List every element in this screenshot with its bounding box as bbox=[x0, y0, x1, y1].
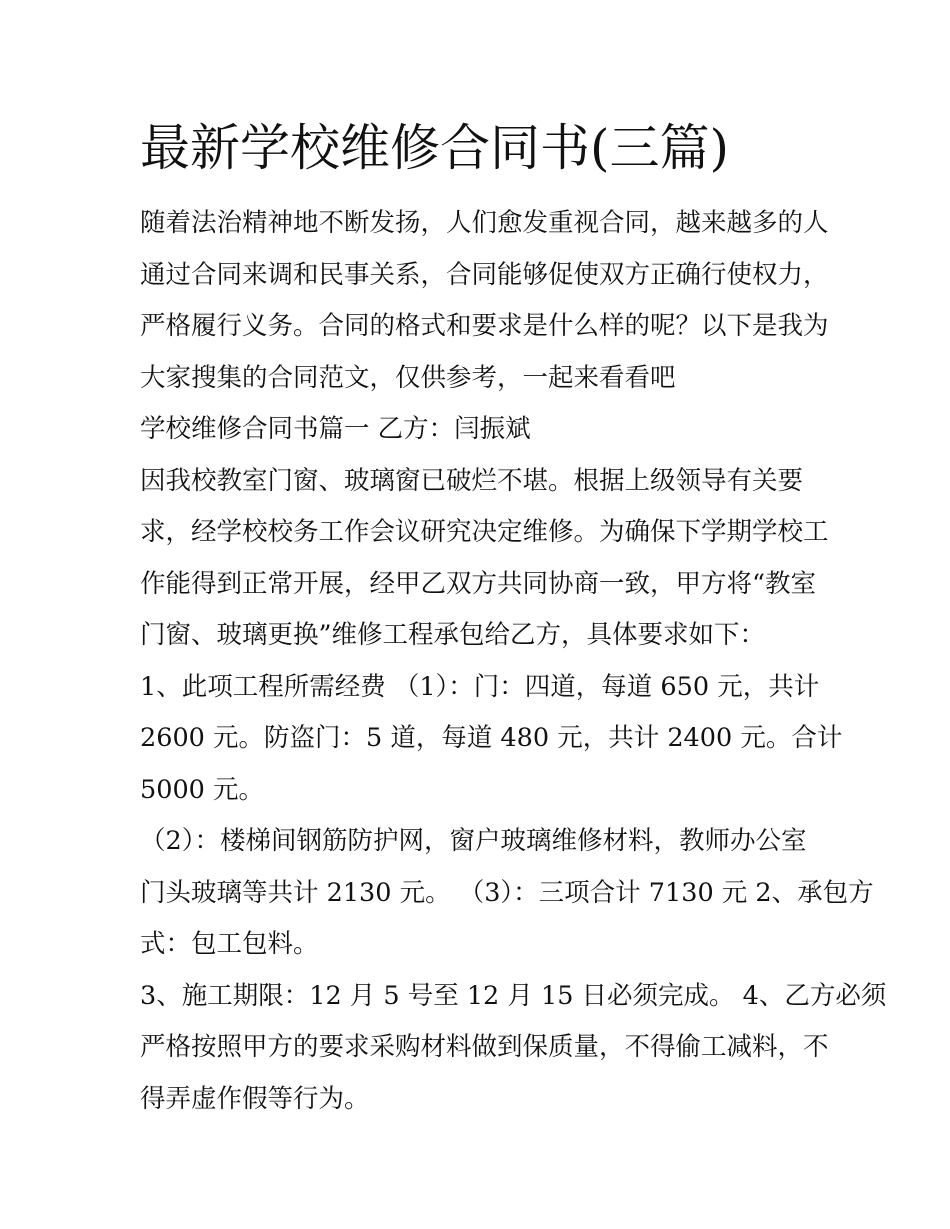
section-heading-paragraph bbox=[140, 404, 820, 456]
text-line: 得弄虚作假等行为。 bbox=[140, 1083, 370, 1114]
text-line: 通过合同来调和民事关系，合同能够促使双方正确行使权力， bbox=[140, 259, 829, 290]
text-line: 1、此项工程所需经费 （1）：门：四道，每道 650 元，共计 bbox=[140, 671, 820, 702]
text-line: 因我校教室门窗、玻璃窗已破烂不堪。根据上级领导有关要 bbox=[140, 465, 804, 496]
clause-1-paragraph bbox=[140, 662, 843, 817]
text-line: 门窗、玻璃更换”维修工程承包给乙方，具体要求如下： bbox=[140, 620, 766, 650]
document-title: 最新学校维修合同书(三篇) bbox=[140, 119, 730, 177]
clause-3-paragraph bbox=[140, 971, 887, 1126]
text-line: 学校维修合同书篇一 乙方：闫振斌 bbox=[140, 414, 531, 444]
text-line: 2600 元。防盗门：5 道，每道 480 元，共计 2400 元。合计 bbox=[140, 723, 843, 753]
text-line: 严格按照甲方的要求采购材料做到保质量，不得偷工减料，不 bbox=[140, 1032, 829, 1062]
text-line: 大家搜集的合同范文，仅供参考，一起来看看吧 bbox=[140, 362, 676, 393]
clause-2-paragraph bbox=[140, 816, 874, 971]
document-page bbox=[140, 112, 887, 1125]
intro-paragraph bbox=[140, 198, 829, 404]
text-line: 门头玻璃等共计 2130 元。 （3）：三项合计 7130 元 2、承包方 bbox=[140, 877, 874, 908]
text-line: （2）：楼梯间钢筋防护网，窗户玻璃维修材料，教师办公室 bbox=[140, 826, 807, 856]
text-line: 严格履行义务。合同的格式和要求是什么样的呢？以下是我为 bbox=[140, 311, 829, 341]
text-line: 式：包工包料。 bbox=[140, 929, 319, 959]
text-line: 3、施工期限：12 月 5 号至 12 月 15 日必须完成。 4、乙方必须 bbox=[140, 980, 887, 1011]
text-line: 求，经学校校务工作会议研究决定维修。为确保下学期学校工 bbox=[140, 517, 829, 547]
text-line: 作能得到正常开展，经甲乙双方共同协商一致，甲方将“教室 bbox=[140, 568, 817, 599]
background-paragraph bbox=[140, 456, 829, 662]
text-line: 随着法治精神地不断发扬，人们愈发重视合同，越来越多的人 bbox=[140, 208, 829, 238]
text-line: 5000 元。 bbox=[140, 774, 265, 805]
